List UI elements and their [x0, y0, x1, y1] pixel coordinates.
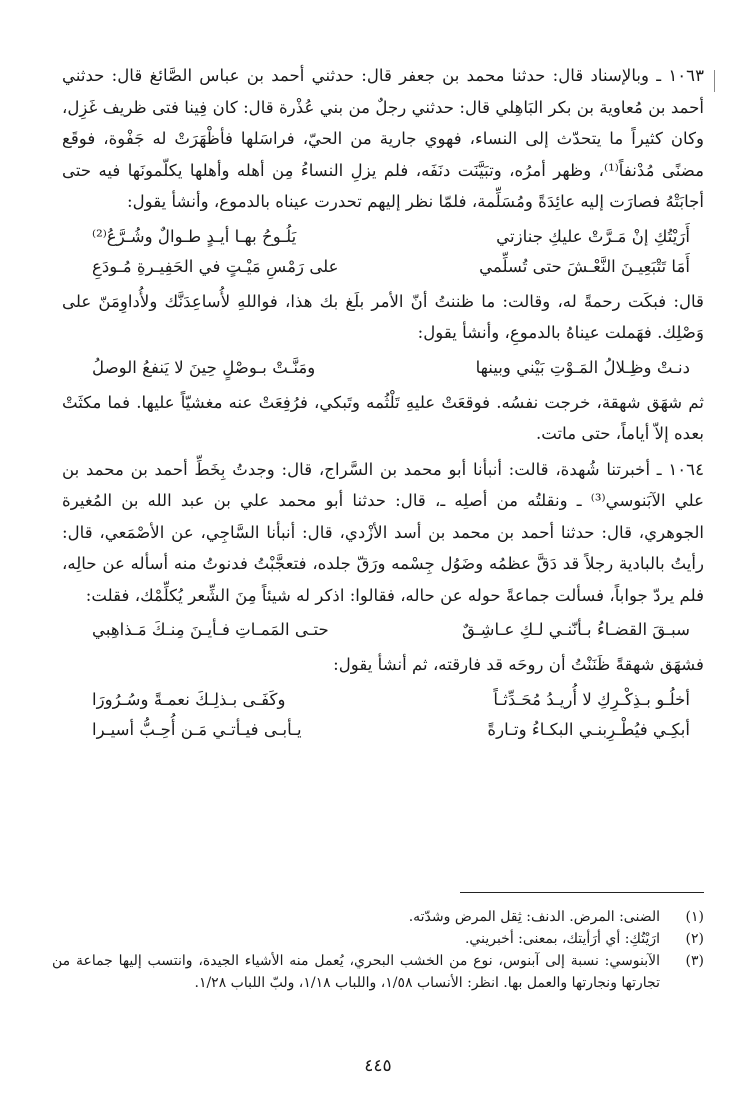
verse-second-hemistich: حتـى المَمـاتِ فـأيـنَ مِنـكَ مَـذاهِبي [92, 620, 329, 639]
margin-mark [714, 70, 715, 92]
verse-first-hemistich: سبـقَ القضـاءُ بـأنّنـي لـكِ عـاشِـقٌ [461, 620, 690, 639]
verse-line [62, 615, 704, 645]
verse-line [62, 222, 704, 252]
verse-line [62, 715, 704, 745]
footnote-text: الضنى: المرض. الدنف: ثِقل المرض وشدّته. [408, 909, 660, 925]
footnote [52, 928, 704, 950]
footnote-text: ارَيْتُكِ: أي أرَأيتك، بمعنى: أخبريني. [464, 931, 660, 947]
verse-first-hemistich: أبكِـي فيُطْـرِبنـي البكـاءُ وتـارةً [487, 719, 690, 739]
poem-2 [62, 353, 704, 383]
verse-first-hemistich: أَمَا تَتْبَعِيـنَ النَّعْـشَ حتى تُسلِّمي [479, 256, 690, 276]
poem-4 [62, 685, 704, 745]
paragraph-1063: ١٠٦٣ ـ وبالإسناد قال: حدثنا محمد بن جعفر قال: حدثني أحمد بن عباس الصَّائغ قال: حدثني أحمد بن مُعاوية بن بكر البَاهِلي قال: حدثني رجلٌ من بني عُذْرة قال: كان فِينا فتى ظريف غَزِل، وكان كثيراً ما يتحدّث إلى النساء، فهوي جارية من الحيّ، فراسَلها فأظْهَرَتْ له جَفْوة، فوقَع مضنًى مُدْنفاً⁽¹⁾، وظهر أمرُه، وتبَيَّنَت دنَفَه، فلم يزلِ النساءُ مِن أهله وأهلها يكلّمونَها فيه حتى أجابَتْهُ فصارَت إليه عائِدَةً ومُسَلِّمة، فلمّا نظر إليهم تحدرت عيناه بالدموع، وأنشأ يقول: [62, 66, 704, 211]
page-number: ٤٤٥ [364, 1056, 392, 1076]
footnote-number: (٣) [685, 953, 704, 969]
paragraph-death: ثم شهَق شهقة، خرجت نفسُه. فوقعَتْ عليهِ تَلْثُمه وتَبكي، فرُفِعَتْ عنه مغشيّاً عليها. فما مكثَتْ بعده إلاّ أياماً، حتى ماتت. [62, 392, 704, 443]
paragraph-sigh: فشهَق شهقةً ظَنَنْتُ أن روحَه قد فارقته، ثم أنشأ يقول: [333, 655, 704, 674]
poem-1 [62, 222, 704, 282]
paragraph-reply: قال: فبكَت رحمةً له، وقالت: ما ظننتُ أنّ الأمر بلَغ بك هذا، فواللهِ لأُساعِدَنَّك ولأُداوِمَنّ على وَصْلِك. فهَملت عيناهُ بالدموعِ، وأنشأ يقول: [62, 291, 704, 342]
verse-line [62, 353, 704, 383]
footnote-number: (٢) [685, 931, 704, 947]
verse-second-hemistich: ومَنَّـتْ بـوصْلٍ حِينَ لا يَنفعُ الوصلُ [92, 357, 316, 377]
footnote-number: (١) [685, 909, 704, 925]
footnote [52, 950, 704, 994]
verse-line [62, 252, 704, 282]
verse-second-hemistich: وكَفَـى بـذلِـكَ نعمـةً وسُـرُورَا [92, 689, 286, 709]
verse-first-hemistich: دنـتْ وظِـلالُ المَـوْتِ بَيْني وبينها [475, 357, 690, 377]
verse-second-hemistich: على رَمْسِ مَيْـتٍ في الحَفِيـرةِ مُـودَعِ [92, 256, 339, 276]
footnote-text: الآبنوسي: نسبة إلى آبنوس، نوع من الخشب البحري، يُعمل منه الأشياء الجيدة، وانتسب إليها جماعة من تجارتها ونجارتها والعمل بها. انظر: الأنساب ١/٥٨، واللباب ١/١٨، ولبّ اللباب ١/٢٨. [52, 953, 660, 991]
paragraph-1064: ١٠٦٤ ـ أخبرتنا شُهدة، قالت: أنبأنا أبو محمد بن السَّراج، قال: وجدتُ بِخَطِّ أحمد بن محمد بن علي الآبَنوسي⁽³⁾ ـ ونقلتُه من أصلِه ـ، قال: حدثنا أبو محمد علي بن عبد الله بن المُغيرة الجوهري، قال: حدثنا أحمد بن محمد بن أسد الأزْدي، قال: أنبأنا السَّاجِي، عن الأصْمَعي، قال: رأيتُ بالبادية رجلاً قد دَقَّ عظمُه وضَوُل جِسْمه ورَقّ جلده، فتعجَّبْتُ فدنوتُ منه أسأله عن حالِه، فلم يردّ جواباً، فسألت جماعةً حوله عن حاله، فقالوا: اذكر له شيئاً مِنَ الشِّعر يُكلِّمْك، فقلت: [62, 459, 704, 605]
poem-3 [62, 615, 704, 645]
verse-line [62, 685, 704, 715]
footnote-divider [460, 892, 704, 893]
main-text [62, 60, 704, 749]
footnotes [52, 906, 704, 994]
verse-second-hemistich: يَلُـوحُ بهـا أيـدٍ طـوالٌ وشُـرَّعُ⁽²⁾ [92, 226, 297, 246]
footnote [52, 906, 704, 928]
verse-first-hemistich: أخلُـو بـذِكْـرِكِ لا أُريـدُ مُحَـدِّثـاً [493, 689, 690, 709]
verse-first-hemistich: أَرَيْتُكِ إنْ مَـرَّتْ عليكِ جنازتي [496, 226, 690, 246]
verse-second-hemistich: يـأبـى فيـأتـي مَـن أُحِـبُّ أسيـرا [92, 719, 302, 739]
